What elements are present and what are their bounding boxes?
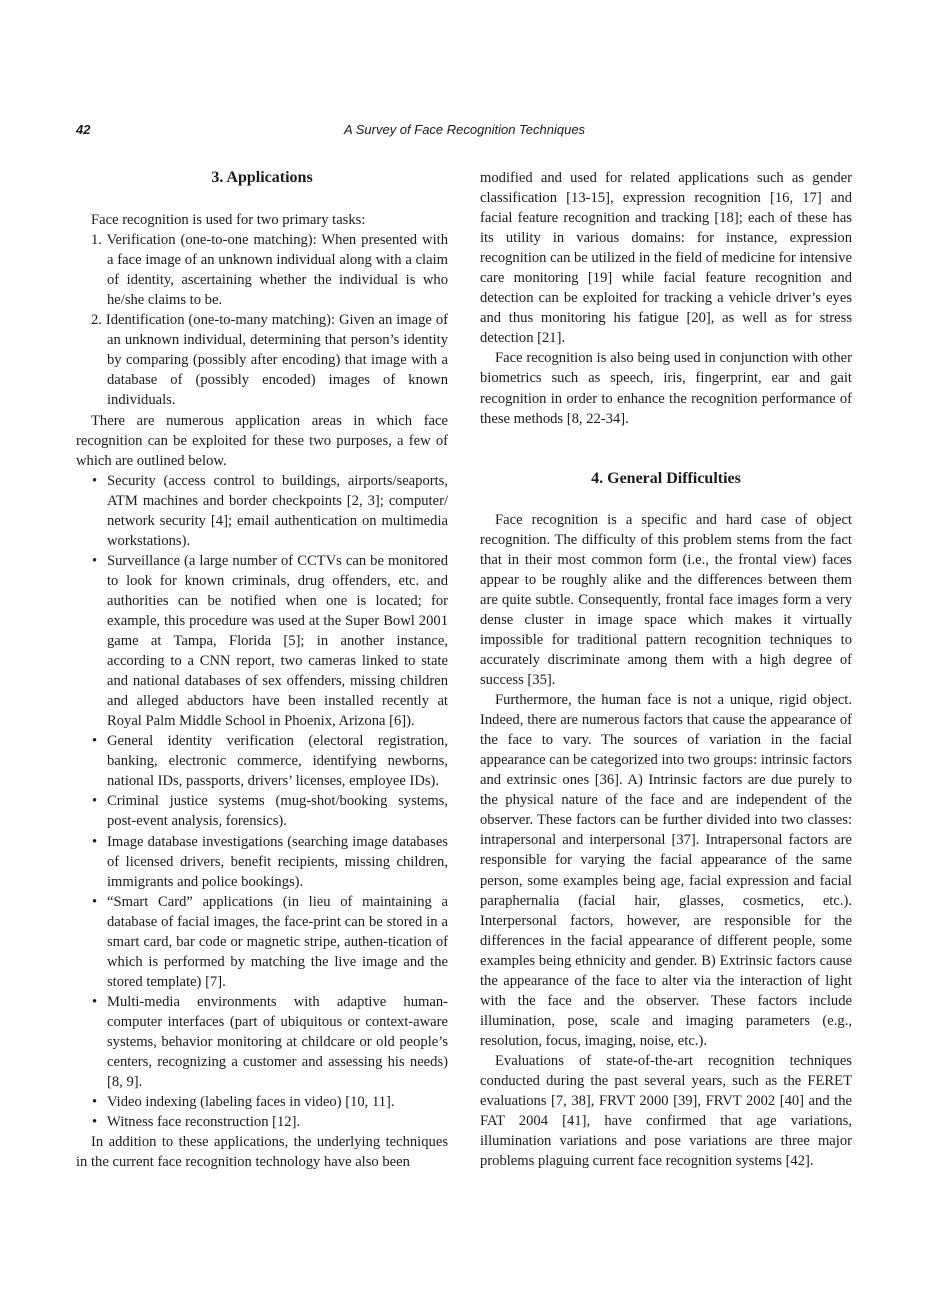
running-header <box>76 122 853 142</box>
list-item-application <box>76 731 448 791</box>
list-item-text: General identity verification (electoral registration, banking, electronic commerce, identifying newborns, national IDs, passports, drivers’ licenses, employee IDs). <box>107 733 448 790</box>
list-item-text: Image database investigations (searching image databases of licensed drivers, benefit recipients, missing children, immigrants and police bookings). <box>107 833 448 890</box>
bullet-icon: • <box>92 552 98 569</box>
running-title: A Survey of Face Recognition Techniques <box>343 122 586 137</box>
bullet-icon: • <box>92 993 98 1010</box>
section-heading-applications: 3. Applications <box>211 169 313 186</box>
left-column <box>76 168 448 1172</box>
paragraph-evaluations: Evaluations of state-of-the-art recognition techniques conducted during the past several years, such as the FERET evaluations [7, 38], FRVT 2000 [39], FRVT 2002 [40] and the FAT 2004 [41], have confirmed that age variations, illumination variations and pose variations are three major problems plaguing current face recognition systems [42]. <box>480 1052 852 1170</box>
list-item-application <box>76 791 448 831</box>
list-item-text: Security (access control to buildings, airports/seaports, ATM machines and border checkpoints [2, 3]; computer/ network security [4]; email authentication on multimedia workstations). <box>107 472 448 549</box>
paragraph-variation-factors: Furthermore, the human face is not a unique, rigid object. Indeed, there are numerous factors that cause the appearance of the face to vary. The sources of variation in the facial appearance can be categorized into two groups: intrinsic factors and extrinsic ones [36]. A) Intrinsic factors are due purely to the physical nature of the face and are independent of the observer. These factors can be further divided into two classes: intrapersonal and interpersonal [37]. Intrapersonal factors are responsible for varying the facial appearance of the same person, some examples being age, facial expression and facial paraphernalia (facial hair, glasses, cosmetics, etc.). Interpersonal factors, however, are responsible for the differences in the facial appearance of different people, some examples being ethnicity and gender. B) Extrinsic factors cause the appearance of the face to alter via the interaction of light with the face and the observer. These factors include illumination, pose, scale and imaging parameters (e.g., resolution, focus, imaging, noise, etc.). <box>480 692 852 1049</box>
list-item-application <box>76 992 448 1092</box>
bullet-icon: • <box>92 893 98 910</box>
list-item-application <box>76 1092 448 1112</box>
list-item-application <box>76 1112 448 1132</box>
section-heading-general-difficulties: 4. General Difficulties <box>591 469 741 487</box>
bullet-icon: • <box>92 1094 98 1111</box>
list-item-text: Criminal justice systems (mug-shot/booking systems, post-event analysis, forensics). <box>107 793 448 830</box>
list-item-application <box>76 471 448 551</box>
list-item-text: Video indexing (labeling faces in video) [10, 11]. <box>107 1094 395 1111</box>
paragraph-continuation: modified and used for related applications such as gender classification [13-15], expression recognition [16, 17] and facial feature recognition and tracking [18]; each of these has its utility in various domains: for instance, expression recognition can be utilized in the field of medicine for intensive care monitoring [19] while facial feature recognition and detection can be exploited for tracking a vehicle driver’s eyes and thus monitoring his fatigue [20], as well as for stress detection [21]. <box>480 170 853 347</box>
bullet-icon: • <box>92 733 98 750</box>
paragraph-object-recognition: Face recognition is a specific and hard case of object recognition. The difficulty of this problem stems from the fact that in their most common form (i.e., the frontal view) faces appear to be roughly alike and the differences between them are quite subtle. Consequently, frontal face images form a very dense cluster in image space which makes it virtually impossible for traditional pattern recognition techniques to accurately discriminate among them with a high degree of success [35]. <box>480 511 852 689</box>
right-column <box>480 168 852 1171</box>
list-item-text: “Smart Card” applications (in lieu of maintaining a database of facial images, the face-print can be stored in a smart card, bar code or magnetic stripe, authen-tication of which is performed by matching the live image and the stored template) [7]. <box>107 893 448 990</box>
paragraph-intro: Face recognition is used for two primary tasks: <box>91 212 366 229</box>
page-number: 42 <box>76 122 91 137</box>
list-item-text: Witness face reconstruction [12]. <box>107 1114 301 1131</box>
task-item-verification: 1. Verification (one-to-one matching): When presented with a face image of an unknown individual along with a claim of identity, ascertaining whether the individual is who he/she claims to be. <box>91 232 448 309</box>
list-item-text: Surveillance (a large number of CCTVs can be monitored to look for known criminals, drug offenders, etc. and authorities can be notified when one is located; for example, this procedure was used at the Super Bowl 2001 game at Tampa, Florida [5]; in another instance, according to a CNN report, two cameras linked to state and national databases of sex offenders, missing children and alleged abductors have been installed recently at Royal Palm Middle School in Phoenix, Arizona [6]). <box>107 552 448 730</box>
bullet-icon: • <box>92 833 98 850</box>
bullet-icon: • <box>92 472 98 489</box>
list-item-text: Multi-media environments with adaptive human-computer interfaces (part of ubiquitous or context-aware systems, behavior monitoring at childcare or old people’s centers, recognizing a customer and assessing his needs) [8, 9]. <box>107 993 448 1091</box>
paragraph-closing: In addition to these applications, the underlying techniques in the current face recognition technology have also been <box>76 1134 448 1171</box>
list-item-application <box>76 832 448 892</box>
bullet-icon: • <box>92 793 98 810</box>
list-item-application <box>76 892 448 992</box>
task-item-identification: 2. Identification (one-to-many matching): Given an image of an unknown individual, determining that person’s identity by comparing (possibly after encoding) that image with a database of (possibly encoded) images of known individuals. <box>91 312 448 409</box>
list-item-application <box>76 551 448 731</box>
paragraph-biometrics: Face recognition is also being used in conjunction with other biometrics such as speech, iris, fingerprint, ear and gait recognition in order to enhance the recognition performance of these methods [8, 22-34]. <box>480 350 852 427</box>
paragraph-areas-intro: There are numerous application areas in which face recognition can be exploited for these two purposes, a few of which are outlined below. <box>76 412 448 469</box>
bullet-icon: • <box>92 1114 98 1131</box>
